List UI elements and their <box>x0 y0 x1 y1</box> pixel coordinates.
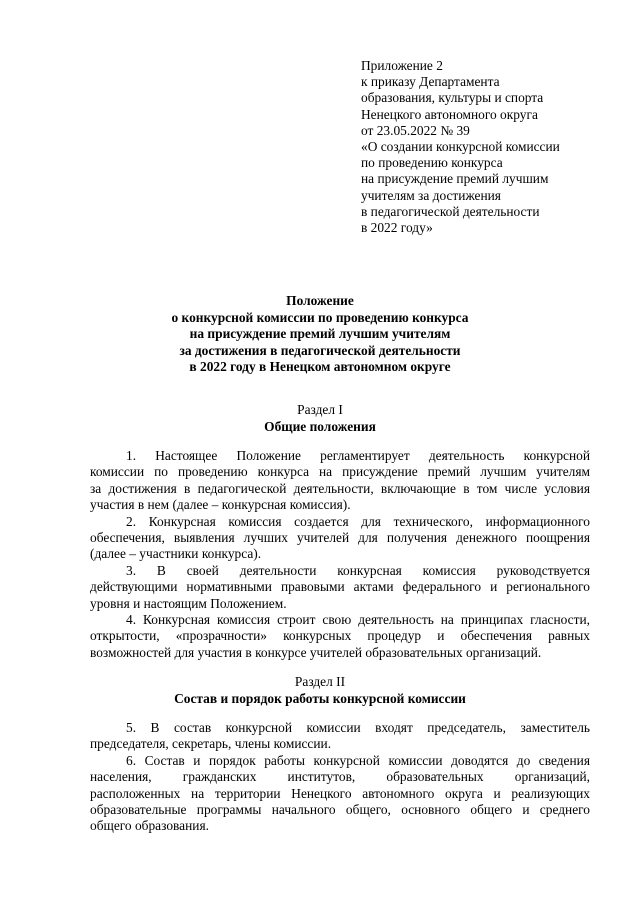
title-line: Положение <box>286 293 354 308</box>
appendix-line: учителям за достижения <box>361 187 501 203</box>
paragraph-line: общего образования. <box>90 818 209 834</box>
title-line: в 2022 году в Ненецком автономном округе <box>189 359 451 375</box>
title-line: о конкурсной комиссии по проведению конкурса <box>171 309 469 325</box>
appendix-line: образования, культуры и спорта <box>361 90 544 106</box>
section-2-heading <box>0 674 640 707</box>
section-title: Состав и порядок работы конкурсной комиссии <box>174 690 466 706</box>
paragraph-line: расположенных на территории Ненецкого автономного округа и реализующих <box>90 785 590 801</box>
paragraph-line: 2. Конкурсная комиссия создается для технического, информационного <box>126 513 590 529</box>
appendix-line: в 2022 году» <box>361 220 433 236</box>
paragraph-line: населения, гражданских институтов, образовательных организаций, <box>90 769 590 785</box>
paragraph-line: обеспечения, выявления лучших учителей для получения денежного поощрения <box>90 530 590 546</box>
paragraph-2 <box>90 514 590 563</box>
paragraph-line: образовательные программы начального общего, основного общего и среднего <box>90 802 590 818</box>
paragraph-line: действующими нормативными правовыми актами федерального и регионального <box>90 579 590 595</box>
title-line: на присуждение премий лучшим учителям <box>189 326 451 342</box>
paragraph-line: 3. В своей деятельности конкурсная комиссия руководствуется <box>126 562 590 578</box>
section-number: Раздел I <box>297 402 343 417</box>
paragraph-6 <box>90 753 590 835</box>
paragraph-line: 1. Настоящее Положение регламентирует деятельность конкурсной <box>126 448 590 463</box>
appendix-header <box>361 58 621 236</box>
appendix-line: к приказу Департамента <box>361 74 500 90</box>
paragraph-line: председателя, секретарь, члены комиссии. <box>90 736 332 752</box>
section-2-body <box>90 720 590 835</box>
paragraph-line: 5. В состав конкурсной комиссии входят председатель, заместитель <box>126 720 590 735</box>
section-1-body <box>90 448 590 661</box>
appendix-line: по проведению конкурса <box>361 155 503 171</box>
paragraph-4 <box>90 612 590 661</box>
paragraph-line: участия в нем (далее – конкурсная комиссия). <box>90 497 351 513</box>
appendix-line: «О создании конкурсной комиссии <box>361 139 560 155</box>
paragraph-line: 6. Состав и порядок работы конкурсной комиссии доводятся до сведения <box>126 752 590 768</box>
appendix-line: Приложение 2 <box>361 58 443 73</box>
paragraph-line: уровня и настоящим Положением. <box>90 595 287 611</box>
appendix-line: в педагогической деятельности <box>361 203 540 219</box>
paragraph-line: 4. Конкурсная комиссия строит свою деятельность на принципах гласности, <box>126 612 590 628</box>
section-1-heading <box>0 402 640 435</box>
paragraph-line: возможностей для участия в конкурсе учителей образовательных организаций. <box>90 644 542 660</box>
appendix-line: Ненецкого автономного округа <box>361 106 538 122</box>
paragraph-line: комиссии по проведению конкурса на присуждение премий лучшим учителям <box>90 464 590 480</box>
title-line: за достижения в педагогической деятельности <box>179 342 461 358</box>
document-title <box>0 293 640 376</box>
appendix-line: на присуждение премий лучшим <box>361 171 549 187</box>
section-number: Раздел II <box>294 674 346 689</box>
paragraph-line: открытости, «прозрачности» конкурсных процедур и обеспечения равных <box>90 628 590 644</box>
paragraph-1 <box>90 448 590 514</box>
section-title: Общие положения <box>264 418 376 434</box>
appendix-line: от 23.05.2022 № 39 <box>361 122 470 138</box>
paragraph-line: за достижения в педагогической деятельности, включающие в том числе условия <box>90 480 590 496</box>
paragraph-3 <box>90 563 590 612</box>
paragraph-line: (далее – участники конкурса). <box>90 546 262 562</box>
paragraph-5 <box>90 720 590 753</box>
